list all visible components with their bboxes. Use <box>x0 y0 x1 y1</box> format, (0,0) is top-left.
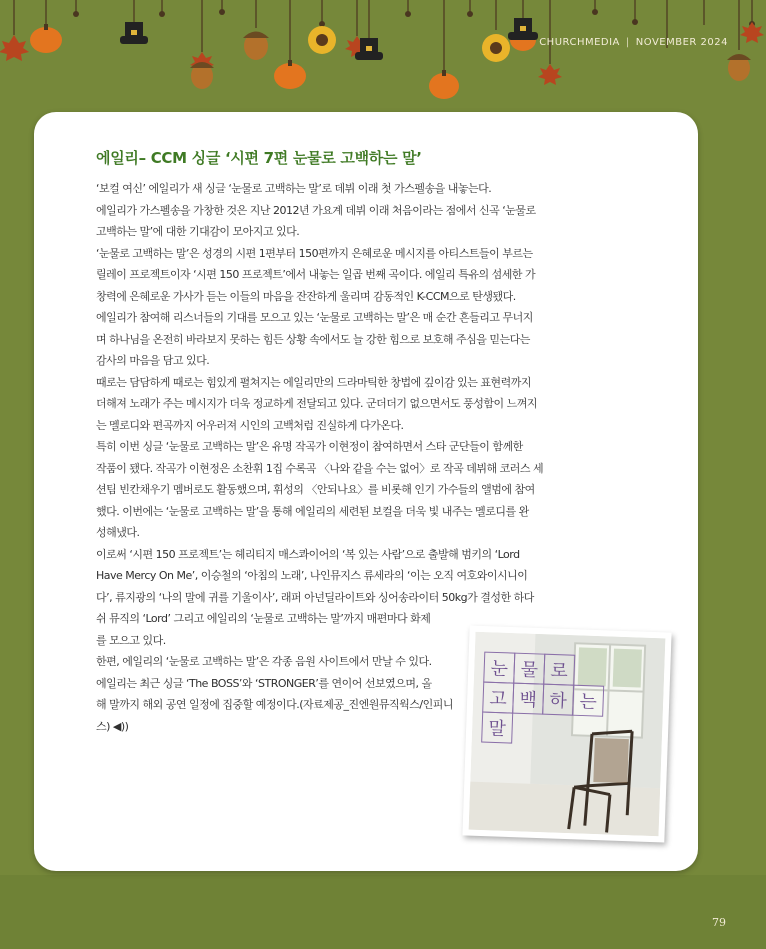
header-separator: | <box>625 37 630 48</box>
page-number: 79 <box>712 916 726 929</box>
cover-title-char: 고 <box>489 688 508 710</box>
article-line: Have Mercy On Me’, 이승철의 ‘아침의 노래’, 나인뮤지스 류세라의 ‘이는 오직 여호와이시니이 <box>96 569 528 582</box>
article-line: 한편, 에일리의 ‘눈물로 고백하는 말’은 각종 음원 사이트에서 만날 수 있다. <box>96 655 432 668</box>
end-mark-icon: ◀)) <box>112 719 129 733</box>
article-last-text: 스) <box>96 719 110 733</box>
header-brand: CHURCHMEDIA <box>539 37 620 48</box>
autumn-garland-decoration <box>0 0 766 110</box>
article-line: 해 말까지 해외 공연 일정에 집중할 예정이다.(자료제공_진엔원뮤직웍스/인피니 <box>96 698 454 711</box>
article-line: 릴레이 프로젝트이자 ‘시편 150 프로젝트’에서 내놓는 일곱 번째 곡이다. 에일리 특유의 섬세한 가 <box>96 268 536 281</box>
article-line: 며 하나님을 온전히 바라보지 못하는 힘든 상황 속에서도 늘 강한 힘으로 보호해 주심을 믿는다는 <box>96 332 530 346</box>
cover-title-char: 하 <box>549 690 568 712</box>
article-line: 고백하는 말’에 대한 기대감이 모아지고 있다. <box>96 225 300 238</box>
article-line: ‘눈물로 고백하는 말’은 성경의 시편 1편부터 150편까지 은혜로운 메시지를 아티스트들이 부르는 <box>96 246 533 260</box>
cover-title-char: 눈 <box>490 658 509 680</box>
article-line: 더해져 노래가 주는 메시지가 더욱 정교하게 전달되고 있다. 군더더기 없으면서도 풍성함이 느껴지 <box>96 397 537 410</box>
cover-title-char: 로 <box>550 660 569 682</box>
article-line: 에일리가 참여해 리스너들의 기대를 모으고 있는 ‘눈물로 고백하는 말’은 매 순간 흔들리고 무너지 <box>96 311 533 324</box>
article-line: 특히 이번 싱글 ‘눈물로 고백하는 말’은 유명 작곡가 이현정이 참여하면서 스타 군단들이 함께한 <box>96 440 523 453</box>
album-cover-art <box>469 632 666 837</box>
article-line: 이로써 ‘시편 150 프로젝트’는 헤리티지 매스콰이어의 ‘복 있는 사람’으로 출발해 범키의 ‘Lord <box>96 547 520 561</box>
header-issue: NOVEMBER 2024 <box>635 37 728 48</box>
article-line: 성해냈다. <box>96 526 140 539</box>
article-line: 션팀 빈칸채우기 멤버로도 활동했으며, 휘성의 〈안되나요〉를 비롯해 인기 가수들의 앨범에 참여 <box>96 483 535 496</box>
article-line: 쉬 뮤직의 ‘Lord’ 그리고 에일리의 ‘눈물로 고백하는 말’까지 매편마다 화제 <box>96 612 431 625</box>
article-line: 작품이 됐다. 작곡가 이현정은 소찬휘 1집 수록곡 〈나와 같을 수는 없어〉로 작곡 데뷔해 코러스 세 <box>96 461 544 475</box>
article-line: 는 멜로디와 편곡까지 어우러져 시인의 고백처럼 진실하게 다가온다. <box>96 418 404 432</box>
article-line: 를 모으고 있다. <box>96 633 166 647</box>
article-line: 에일리는 최근 싱글 ‘The BOSS’와 ‘STRONGER’를 연이어 선보였으며, 올 <box>96 676 432 690</box>
article-line: 때로는 담담하게 때로는 힘있게 펼쳐지는 에일리만의 드라마틱한 창법에 깊이감 있는 표현력까지 <box>96 375 532 389</box>
bottom-band <box>0 875 766 949</box>
album-cover-photo <box>462 626 671 843</box>
cover-title-char: 물 <box>520 659 539 681</box>
article-line: 다’, 류지광의 ‘나의 말에 귀를 기울이사’, 래퍼 아넌딜라이트와 싱어송라이터 50kg가 결성한 하다 <box>96 590 534 604</box>
article-line: 감사의 마음을 담고 있다. <box>96 354 210 367</box>
article-line: 창력에 은혜로운 가사가 듣는 이들의 마음을 잔잔하게 울리며 감동적인 K-CCM으로 탄생됐다. <box>96 289 516 303</box>
article-line: ‘보컬 여신’ 에일리가 새 싱글 ‘눈물로 고백하는 말’로 데뷔 이래 첫 가스펠송을 내놓는다. <box>96 182 492 195</box>
cover-title-char: 는 <box>579 691 598 714</box>
article-title: 에일리– CCM 싱글 ‘시편 7편 눈물로 고백하는 말’ <box>96 149 422 167</box>
cover-title-char: 백 <box>519 689 538 711</box>
article-line: 에일리가 가스펠송을 가창한 것은 지난 2012년 가요계 데뷔 이래 처음이라는 점에서 신곡 ‘눈물로 <box>96 203 536 217</box>
article-line: 했다. 이번에는 ‘눈물로 고백하는 말’을 통해 에일리의 세련된 보컬을 더욱 빛 내주는 멜로디를 완 <box>96 504 529 518</box>
magazine-header <box>539 37 728 48</box>
cover-title-char: 말 <box>488 718 507 740</box>
